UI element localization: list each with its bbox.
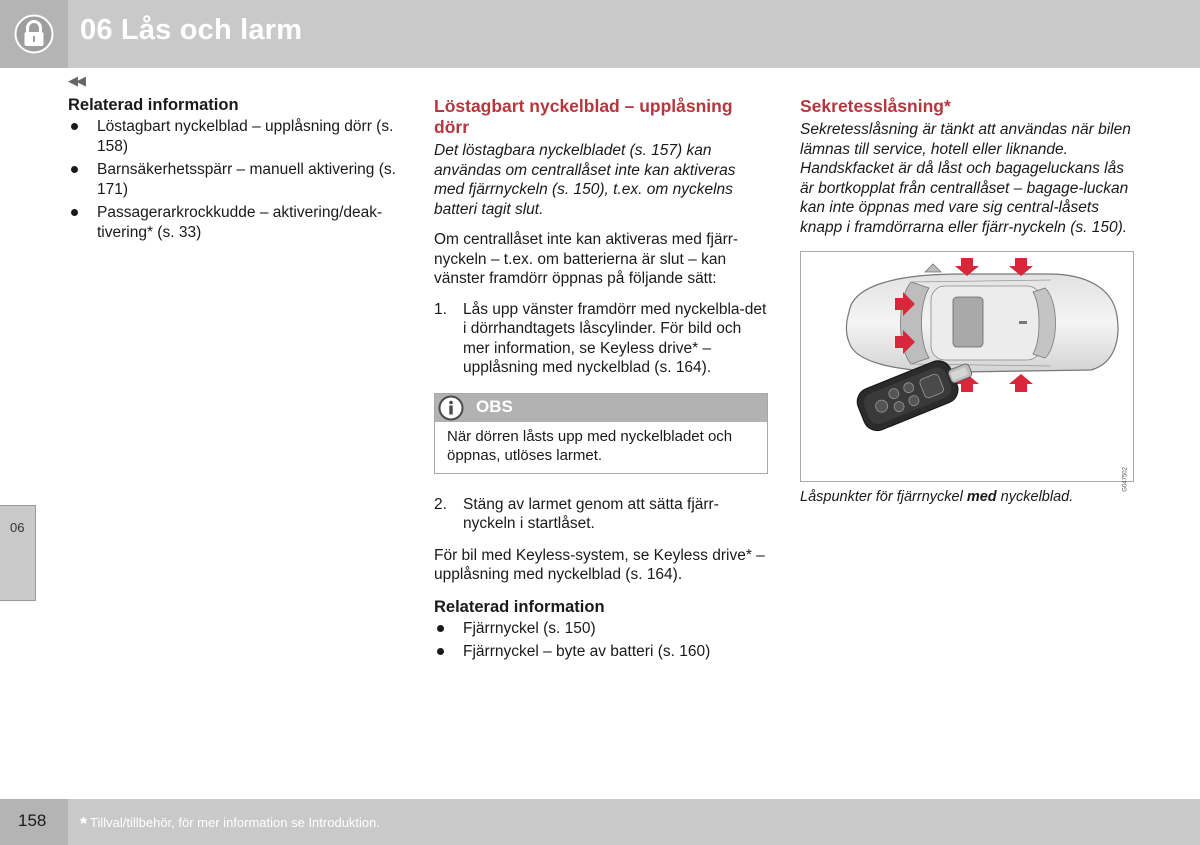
list-item[interactable]: Löstagbart nyckelblad – upplåsning dörr (s. 158) <box>68 117 398 156</box>
footnote-star: * <box>80 814 88 834</box>
page-title: 06 Lås och larm <box>80 14 303 46</box>
step-item <box>434 495 768 534</box>
related-info-list <box>68 117 398 242</box>
note-text: När dörren låsts upp med nyckelbladet och öppnas, utlöses larmet. <box>447 427 733 464</box>
column-left <box>68 96 398 246</box>
page-footer <box>0 799 1200 845</box>
caption-text: nyckelblad. <box>996 489 1074 505</box>
list-item[interactable]: Passagerarkrockkudde – aktivering/deak-tivering* (s. 33) <box>68 203 398 242</box>
padlock-icon <box>14 14 54 54</box>
column-right <box>800 96 1134 506</box>
page-number: 158 <box>18 811 47 830</box>
section-intro: Sekretesslåsning är tänkt att användas när bilen lämnas till service, hotell eller liknande. Handskfacket är då låst och bagageluckans lås är bortkopplat från centrallåset – bagage-luckan kan inte öppnas med vare sig central-låsets knapp i framdörrarna eller fjärr-nyckeln (s. 150). <box>800 121 1131 236</box>
caption-emphasis: med <box>966 489 997 505</box>
list-item[interactable]: Barnsäkerhetsspärr – manuell aktivering (s. 171) <box>68 160 398 199</box>
page-header <box>0 0 1200 68</box>
figure-code: G047502 <box>1123 467 1129 492</box>
figure-caption <box>800 488 1134 506</box>
note-box <box>434 393 768 474</box>
chapter-tab[interactable] <box>0 505 36 601</box>
note-header <box>435 394 767 422</box>
list-item[interactable]: Fjärrnyckel – byte av batteri (s. 160) <box>434 642 768 662</box>
caption-text: Låspunkter för fjärrnyckel <box>800 489 967 505</box>
step-text: Lås upp vänster framdörr med nyckelbla-det i dörrhandtagets låscylinder. För bild och mer information, se Keyless drive* – upplåsning med nyckelblad (s. 164). <box>463 300 767 376</box>
chapter-icon-box <box>0 0 68 68</box>
related-info-heading: Relaterad information <box>68 96 239 114</box>
step-text: Stäng av larmet genom att sätta fjärr-nyckeln i startlåset. <box>463 495 719 532</box>
footnote-text: Tillval/tillbehör, för mer information se Introduktion. <box>90 815 380 830</box>
page-number-box <box>0 799 68 845</box>
continued-arrows-icon[interactable]: ◀◀ <box>68 73 84 88</box>
chapter-tab-label: 06 <box>10 520 25 535</box>
section-title: Löstagbart nyckelblad – upplåsning dörr <box>434 96 733 137</box>
step-number: 2. <box>434 495 447 513</box>
body-paragraph: För bil med Keyless-system, se Keyless drive* – upplåsning med nyckelblad (s. 164). <box>434 546 765 583</box>
section-title: Sekretesslåsning* <box>800 96 951 116</box>
body-paragraph: Om centrallåset inte kan aktiveras med fjärr-nyckeln – t.ex. om batterierna är slut – kan vänster framdörr öppnas på följande sätt: <box>434 231 739 287</box>
column-middle <box>434 96 768 666</box>
step-number: 1. <box>434 300 447 318</box>
list-item[interactable]: Fjärrnyckel (s. 150) <box>434 619 768 639</box>
section-intro: Det löstagbara nyckelbladet (s. 157) kan användas om centrallåset inte kan aktiveras med fjärrnyckeln (s. 150), t.ex. om nyckelns batteri tagit slut. <box>434 142 736 218</box>
step-item <box>434 300 768 378</box>
car-top-view-icon <box>801 252 1135 483</box>
footnote <box>80 814 380 835</box>
car-lock-illustration <box>800 251 1134 492</box>
related-info-heading: Relaterad information <box>434 597 605 616</box>
info-icon <box>438 395 464 421</box>
step-list <box>434 495 768 534</box>
step-list <box>434 300 768 378</box>
note-title: OBS <box>476 396 513 416</box>
related-info-list <box>434 619 768 662</box>
